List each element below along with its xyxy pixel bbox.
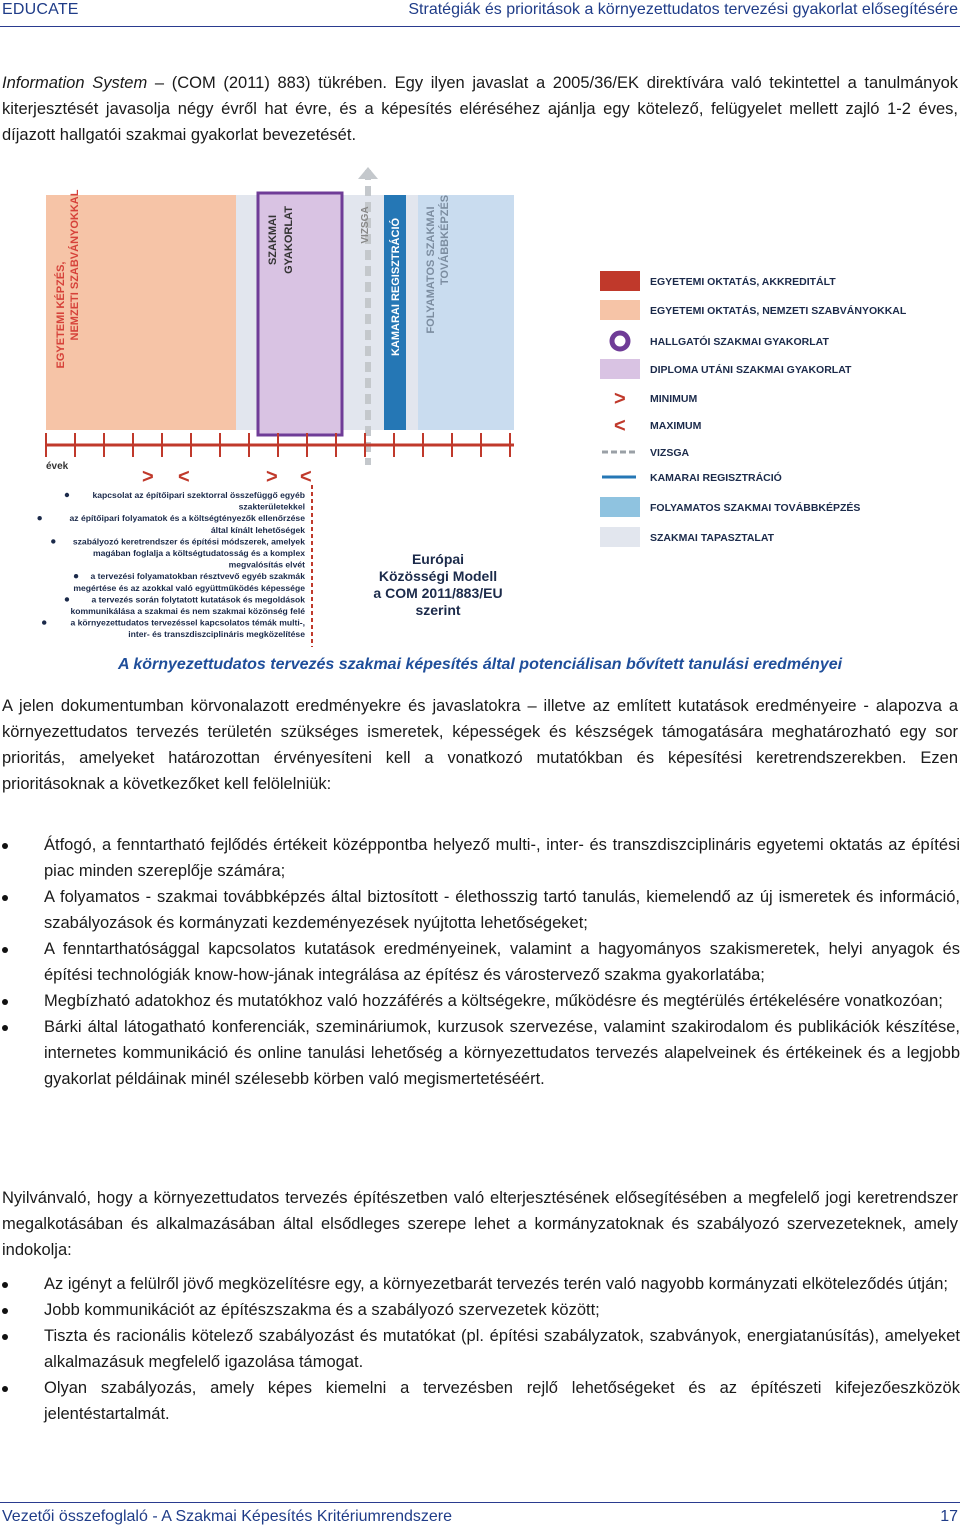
outcome-bullet [74,574,78,578]
legend-label: DIPLOMA UTÁNI SZAKMAI GYAKORLAT [650,364,852,376]
outcome-line: megvalósítás elvét [228,559,305,570]
outcome-line: az építőipari folyamatok és a költségtényezők ellenőrzése [69,513,305,524]
list-item: Az igényt a felülről jövő megközelítésre egy, a környezetbarát tervezés terén való nagyobb kormányzati elköteleződés útján; [0,1271,960,1297]
intro-text: – (COM (2011) 883) tükrében. Egy ilyen javaslat a 2005/36/EK direktívára való tekintettel a tanulmányok kiterjesztését javasolja négy évről hat évre, és a képesítés eléréséhez ajánlja egy kötelező, felügyelet mellett zajló 1-2 éves, díjazott hallgatói szakmai gyakorlat bevezetését. [2,74,958,144]
outcome-line: inter- és transzdiszciplináris megközelítése [128,629,305,640]
bar-label-szakmai: SZAKMAI [267,214,279,266]
model-line-1: Európai [411,551,465,567]
bar-label-nemzeti: NEMZETI SZABVÁNYOKKAL [69,189,81,341]
list-item: Olyan szabályozás, amely képes kiemelni a tervezésben rejlő lehetőségeket és az építészeti kifejezőeszközök jelentéstartalmát. [0,1375,960,1427]
outcome-line: magában foglalja a költségtudatosság és a komplex [92,548,305,558]
marker-min-1: > [142,466,154,488]
legend-label: SZAKMAI TAPASZTALAT [650,532,775,544]
legend-label: EGYETEMI OKTATÁS, NEMZETI SZABVÁNYOKKAL [650,305,907,317]
outcome-bullet [65,493,69,497]
justification-list [0,1271,960,1427]
qualification-diagram [0,165,960,650]
header-title: Stratégiák és prioritások a környezettudatos tervezési gyakorlat elősegítésére [408,1,958,18]
footer-title: Vezetői összefoglaló - A Szakmai Képesítés Kritériumrendszere [2,1508,452,1525]
list-item: Jobb kommunikációt az építészszakma és a szabályozó szervezetek között; [0,1297,960,1323]
legend-glyph: > [614,388,626,410]
outcome-line: szakterületekkel [238,501,305,512]
bar-label-gyakorlat: GYAKORLAT [283,206,295,274]
list-item: Átfogó, a fenntartható fejlődés értékeit középpontba helyező multi-, inter- és transzdiszciplináris egyetemi oktatás az építési piac minden szereplője számára; [0,832,960,884]
legend-label: KAMARAI REGISZTRÁCIÓ [650,472,782,484]
legend-glyph: < [614,415,626,437]
paragraph-2: Nyilvánvaló, hogy a környezettudatos tervezés építészetben való elterjesztésének elősegítésében a megfelelő jogi keretrendszer megalkotásában és alkalmazásában által elsődleges szerepe lehet a kormányzatoknak és szabályozó szervezeteknek, amely indokolja: [2,1189,958,1259]
legend-label: VIZSGA [650,447,690,459]
paragraph-1: A jelen dokumentumban körvonalazott eredményekre és javaslatokra – illetve az említett kutatások eredményeire - alapozva a környezettudatos tervezés területén szükséges ismeretek, képességek és készségek támogatására meghatározható egy sor prioritás, amelyeket határozottan érvényesíteni kell a vonatkozó mutatókban és képesítési keretrendszerekben. Ezen prioritásoknak a következőket kell felölelniük: [2,697,958,793]
bar-label-kamarai: KAMARAI REGISZTRÁCIÓ [390,217,402,357]
outcome-bullet [51,539,55,543]
bar-label-tovabbkepzes: TOVÁBBKÉPZÉS [439,194,451,286]
page-number: 17 [940,1508,958,1525]
list-item: Tiszta és racionális kötelező szabályozást és mutatókat (pl. építési szabályzatok, szabványok, energiatanúsítás), amelyeket alkalmazásuk megfelelő igazolása támogat. [0,1323,960,1375]
legend-swatch [600,271,640,291]
exam-arrow [358,167,378,179]
outcome-line: a tervezés során folytatott kutatások és megoldások [91,594,305,605]
bar-label-vizsga: VIZSGA [360,206,371,244]
outcome-bullet [37,516,41,520]
bar-label-egyetemi: EGYETEMI KÉPZÉS, [55,261,67,369]
outcome-line: a környezettudatos tervezéssel kapcsolatos témák multi-, [70,617,305,628]
outcome-bullet [42,620,46,624]
legend-swatch [600,359,640,379]
outcome-line: szabályozó keretrendszer és építési módszerek, amelyek [72,536,305,547]
figure-caption: A környezettudatos tervezés szakmai képesítés által potenciálisan bővített tanulási eredményei [117,656,843,673]
model-line-4: szerint [415,602,461,618]
outcome-line: a tervezési folyamatokban résztvevő egyéb szakmák [90,571,305,582]
outcome-line: által kínált lehetőségek [210,524,305,535]
marker-max-2: < [300,466,312,488]
priority-list [0,832,960,1092]
legend-label: MINIMUM [650,393,698,405]
legend-swatch [600,300,640,320]
legend-swatch [600,527,640,547]
diagram-legend [600,271,907,547]
legend-label: FOLYAMATOS SZAKMAI TOVÁBBKÉPZÉS [650,502,861,514]
model-line-3: a COM 2011/883/EU [373,585,503,601]
outcome-line: megértése és az azokkal való együttműködés képessége [73,582,305,593]
outcome-line: kommunikálása a szakmai és nem szakmai közönség felé [70,606,305,616]
axis-label: évek [46,461,69,472]
model-line-2: Közösségi Modell [378,568,498,584]
page-footer [0,1502,960,1529]
bar-label-folyamatos: FOLYAMATOS SZAKMAI [425,206,437,334]
legend-label: HALLGATÓI SZAKMAI GYAKORLAT [650,336,829,348]
list-item: A folyamatos - szakmai továbbképzés által biztosított - élethosszig tartó tanulás, kiemelendő az új ismeretek és információ, szabályozások és kormányzati kezdeményezések nyújtotta lehetőségeket; [0,884,960,936]
outcome-bullet [65,597,69,601]
list-item: A fenntarthatósággal kapcsolatos kutatások eredményeinek, valamint a hagyományos szakismeretek, helyi anyagok és építési technológiák know-how-jának integrálása az építész és várostervező szakma gyakorlatába; [0,936,960,988]
legend-label: MAXIMUM [650,420,702,432]
marker-min-2: > [266,466,278,488]
outcome-line: kapcsolat az építőipari szektorral összefüggő egyéb [92,490,305,500]
marker-max-1: < [178,466,190,488]
legend-swatch [600,497,640,517]
legend-label: EGYETEMI OKTATÁS, AKKREDITÁLT [650,276,836,288]
legend-swatch [612,333,628,349]
header-brand: EDUCATE [2,1,79,18]
list-item: Bárki által látogatható konferenciák, szemináriumok, kurzusok szervezése, valamint szakirodalom és publikációk készítése, internetes kommunikáció és online tanulási lehetőség a környezettudatos tervezés alapelveinek és értékeinek és a legjobb gyakorlat példáinak minél szélesebb körben való megismertetéséért. [0,1014,960,1092]
outcome-list [37,490,305,639]
intro-paragraph [2,70,958,148]
page-header [0,0,960,27]
list-item: Megbízható adatokhoz és mutatókhoz való hozzáférés a költségekre, működésre és megtérülés értékelésére vonatkozóan; [0,988,960,1014]
intro-italic: Information System [2,74,148,92]
